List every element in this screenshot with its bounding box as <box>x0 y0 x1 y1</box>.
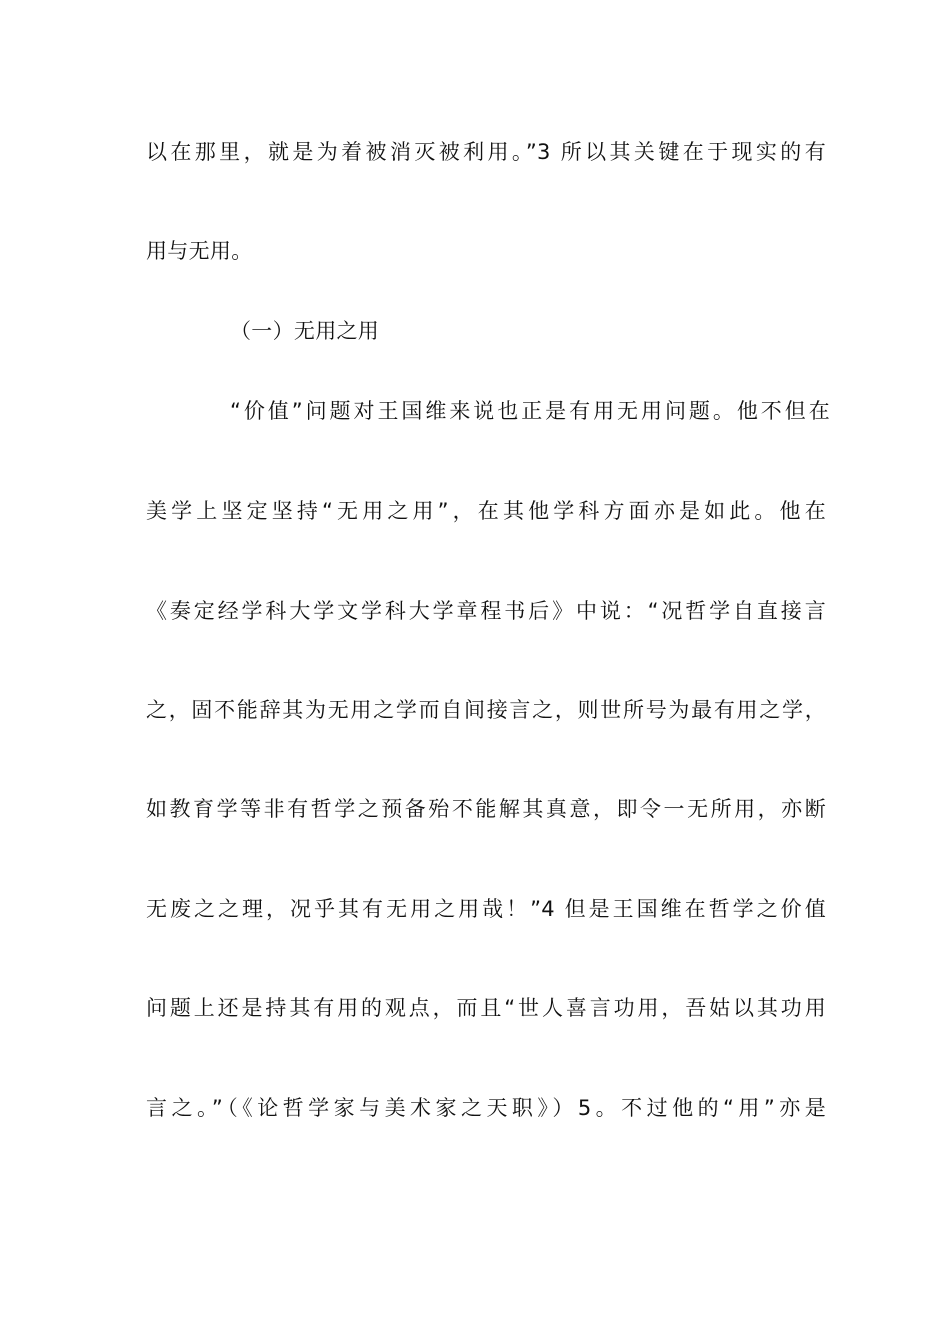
text-line-5: 美学上坚定坚持“无用之用”，在其他学科方面亦是如此。他在 <box>146 499 826 523</box>
text-line-7: 之，固不能辞其为无用之学而自间接言之，则世所号为最有用之学， <box>146 698 826 722</box>
text-line-6: 《奏定经学科大学文学科大学章程书后》中说：“况哲学自直接言 <box>146 599 826 623</box>
text-line-4: “价值”问题对王国维来说也正是有用无用问题。他不但在 <box>230 399 830 423</box>
text-line-1: 以在那里，就是为着被消灭被利用。”3 所以其关键在于现实的有 <box>146 140 826 164</box>
text-line-10: 问题上还是持其有用的观点，而且“世人喜言功用，吾姑以其功用 <box>146 996 826 1020</box>
section-heading: （一）无用之用 <box>230 319 380 343</box>
text-line-8: 如教育学等非有哲学之预备殆不能解其真意，即令一无所用，亦断 <box>146 797 826 821</box>
text-line-2: 用与无用。 <box>146 239 253 263</box>
text-line-9: 无废之之理，况乎其有无用之用哉！”4 但是王国维在哲学之价值 <box>146 897 826 921</box>
text-line-11: 言之。”（《论哲学家与美术家之天职》）5。不过他的“用”亦是 <box>146 1096 826 1120</box>
